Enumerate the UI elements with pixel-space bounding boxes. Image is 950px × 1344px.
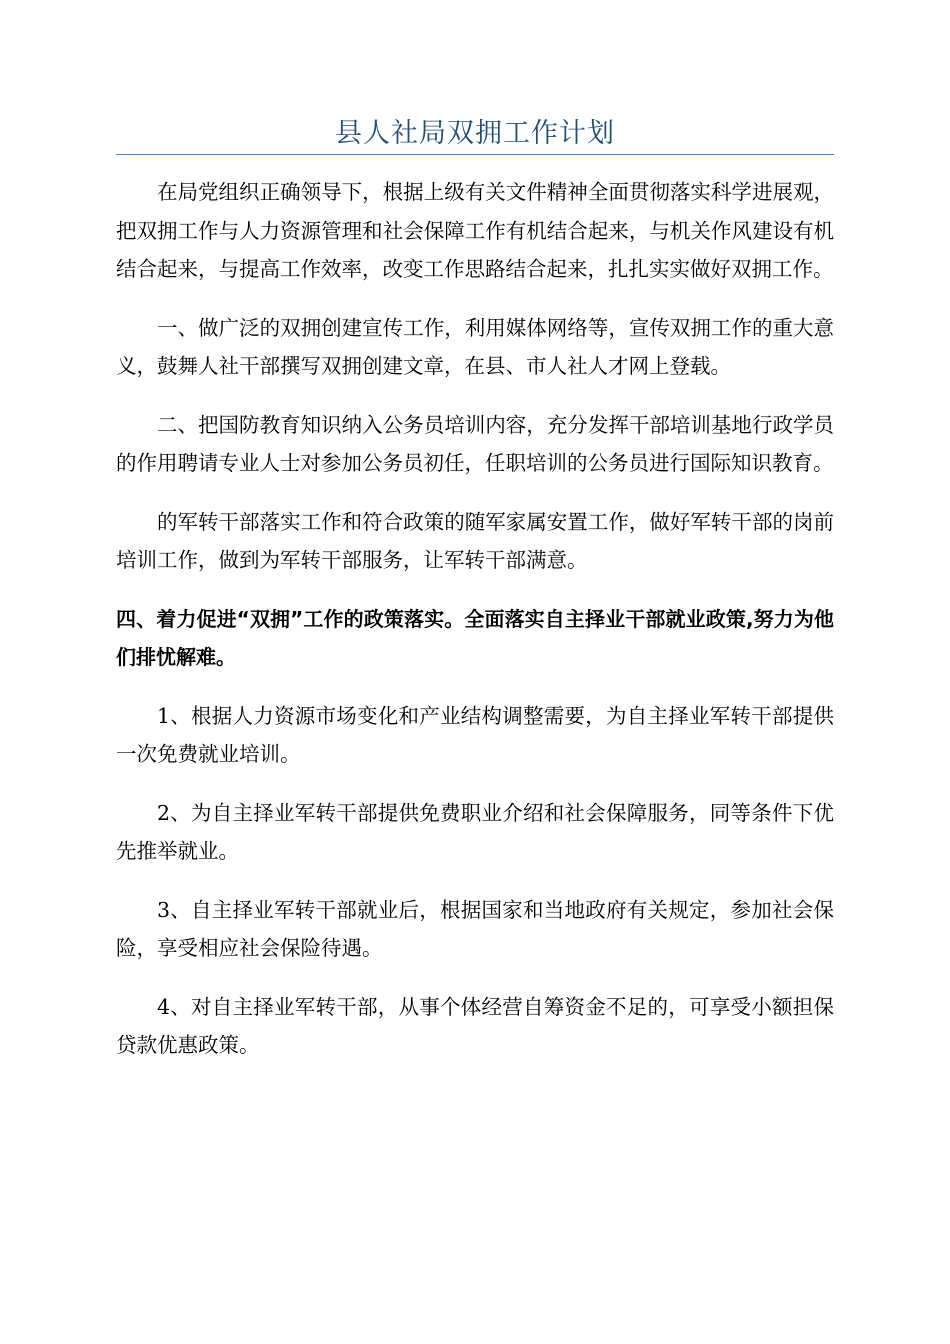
paragraph-intro: 在局党组织正确领导下，根据上级有关文件精神全面贯彻落实科学进展观，把双拥工作与人力资源管理和社会保障工作有机结合起来，与机关作风建设有机结合起来，与提高工作效率，改变工作思路结合起来，扎扎实实做好双拥工作。 [116,180,834,281]
paragraph-section-4-heading: 四、着力促进“双拥”工作的政策落实。全面落实自主择业干部就业政策,努力为他们排忧解难。 [116,606,834,669]
paragraph-item-2: 2、为自主择业军转干部提供免费职业介绍和社会保障服务，同等条件下优先推举就业。 [116,800,834,863]
title-underline [116,154,834,155]
paragraph-item-3: 3、自主择业军转干部就业后，根据国家和当地政府有关规定，参加社会保险，享受相应社会保险待遇。 [116,897,834,960]
paragraph-section-3: 的军转干部落实工作和符合政策的随军家属安置工作，做好军转干部的岗前培训工作，做到为军转干部服务，让军转干部满意。 [116,509,834,572]
paragraph-item-1: 1、根据人力资源市场变化和产业结构调整需要，为自主择业军转干部提供一次免费就业培训。 [116,703,834,766]
paragraph-item-4: 4、对自主择业军转干部，从事个体经营自筹资金不足的，可享受小额担保贷款优惠政策。 [116,994,834,1057]
document-title: 县人社局双拥工作计划 [335,118,615,149]
paragraph-section-2: 二、把国防教育知识纳入公务员培训内容，充分发挥干部培训基地行政学员的作用聘请专业人士对参加公务员初任，任职培训的公务员进行国际知识教育。 [116,412,834,475]
paragraph-section-1: 一、做广泛的双拥创建宣传工作，利用媒体网络等，宣传双拥工作的重大意义，鼓舞人社干部撰写双拥创建文章，在县、市人社人才网上登载。 [116,315,834,378]
document-body [116,173,834,1085]
